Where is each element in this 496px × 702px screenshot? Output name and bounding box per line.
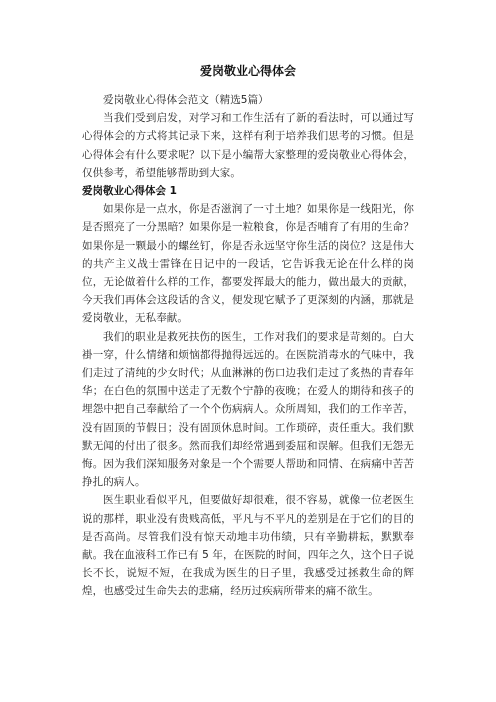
document-subtitle: 爱岗敬业心得体会范文（精选5篇）	[103, 94, 269, 106]
document-title: 爱岗敬业心得体会	[199, 64, 296, 78]
section1-paragraph-2: 我们的职业是救死扶伤的医生，工作对我们的要求是苛刻的。白大褂一穿，什么情绪和烦恼都得抛得远远的。在医院消毒水的气味中，我们走过了清纯的少女时代；从血淋淋的伤口边我们走过了炙热的青春年华；在白色的氛围中送走了无数个宁静的夜晚；在爱人的期待和孩子的埋怨中把自己奉献给了一个个伤病病人。众所周知，我们的工作辛苦，没有固顶的节假日；没有固顶休息时间。工作琐碎，责任重大。我们默默无闻的付出了很多。然而我们却经常遇到委屈和误解。但我们无怨无悔。因为我们深知服务对象是一个个需要人帮助和同情、在病痛中苦苦挣扎的病人。	[82, 330, 414, 489]
intro-paragraph: 当我们受到启发，对学习和工作生活有了新的看法时，可以通过写心得体会的方式将其记录下来，这样有利于培养我们思考的习惯。但是心得体会有什么要求呢？以下是小编帮大家整理的爱岗敬业心得体会，仅供参考，希望能够帮助到大家。	[82, 112, 414, 179]
section1-paragraph-3: 医生职业看似平凡，但要做好却很难，很不容易，就像一位老医生说的那样，职业没有贵贱高低，平凡与不平凡的差别是在于它们的目的是否高尚。尽管我们没有惊天动地丰功伟绩，只有辛勤耕耘，默默奉献。我在血液科工作已有 5 年，在医院的时间，四年之久，这个日子说长不长，说短不短，在我成为医生的日子里，我感受过拯救生命的辉煌，也感受过生命失去的悲痛，经历过疾病所带来的痛不欲生。	[82, 494, 414, 598]
section-heading-1: 爱岗敬业心得体会 1	[82, 185, 177, 198]
section1-paragraph-1: 如果你是一点水，你是否滋润了一寸土地？如果你是一线阳光，你是否照亮了一分黑暗？如果你是一粒粮食，你是否哺育了有用的生命？如果你是一颗最小的螺丝钉，你是否永远坚守你生活的岗位？这是伟大的共产主义战士雷锋在日记中的一段话，它告诉我无论在什么样的岗位，无论做着什么样的工作，都要发挥最大的能力，做出最大的贡献，今天我们再体会这段话的含义，便发现它赋予了更深刻的内涵，那就是爱岗敬业，无私奉献。	[82, 203, 414, 325]
